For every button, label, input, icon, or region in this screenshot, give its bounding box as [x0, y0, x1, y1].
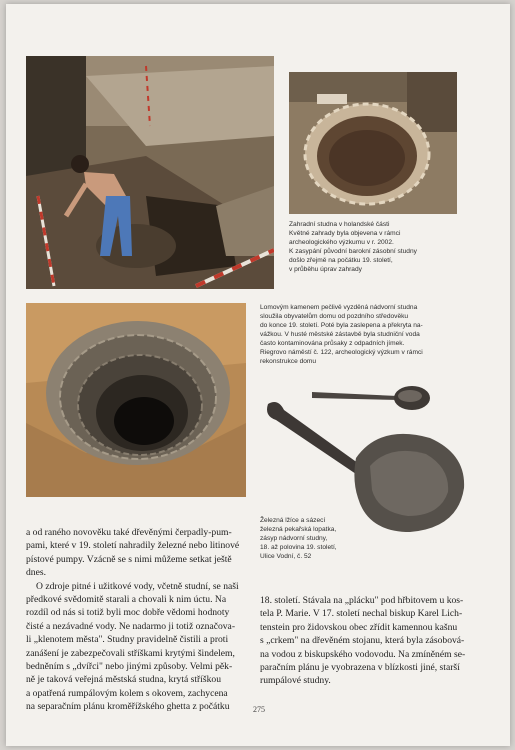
caption-line: archeologického výzkumu v r. 2002. [289, 239, 394, 246]
stone-well-caption [260, 303, 423, 366]
caption-line: vážkou. V husté městské zástavbě byla studniční voda [260, 331, 420, 338]
caption-line: došlo zřejmě na počátku 19. století, [289, 257, 393, 264]
body-text-right-column [260, 594, 492, 688]
garden-well-photo [289, 72, 457, 214]
text-line: rumpálové studny. [260, 675, 331, 687]
text-line: tenstein pro židovskou obec zřídit kamennou kašnu [260, 621, 458, 633]
text-line: a opatřená rumpálovým kolem s okovem, zachycena [26, 687, 228, 699]
caption-line: Ulice Vodní, č. 52 [260, 553, 312, 560]
text-line: rozdíl od nás si totiž byli moc dobře vědomi hodnoty [26, 607, 230, 619]
text-line: li „klenotem města". Studny pravidelně čistili a proti [26, 634, 229, 646]
ladle-caption [260, 516, 337, 561]
garden-well-caption [289, 220, 417, 274]
caption-line: Květné zahrady byla objevena v rámci [289, 230, 401, 237]
text-line: paračním plánu je vyobrazena v blízkosti jiné, starší [260, 662, 460, 674]
text-line: na vodou z biskupského vodovodu. Na zmíněném se- [260, 648, 466, 660]
text-line: dnes. [26, 567, 46, 579]
iron-artifacts [260, 376, 470, 536]
page-number: 275 [253, 705, 265, 714]
caption-line: zásyp nádvorní studny, [260, 535, 328, 542]
caption-line: do konce 19. století. Poté byla zaslepena a překryta na- [260, 322, 423, 329]
caption-line: K zasypání původní barokní zásobní studny [289, 248, 417, 255]
text-line: O zdroje pitné i užitkové vody, včetně studní, se naši [36, 580, 239, 592]
caption-line: Zahradní studna v holandské části [289, 221, 390, 228]
caption-line: sloužila obyvatelům domu od pozdního středověku [260, 313, 409, 320]
text-line: na separačním plánu kroměřížského ghetta z počátku [26, 701, 230, 713]
caption-line: často kontaminována průsaky z odpadních jímek. [260, 340, 405, 347]
text-line: s „crkem" na dřevěném stojanu, která byla zásobová- [260, 635, 465, 647]
text-line: tela P. Marie. V 17. století nechal biskup Karel Lich- [260, 608, 463, 620]
caption-line: Riegrovo náměstí č. 122, archeologický výzkum v rámci [260, 349, 423, 356]
body-text-left-column [26, 526, 258, 714]
caption-line: Železná lžíce a sázecí [260, 517, 326, 524]
caption-line: železná pekařská lopatka, [260, 526, 337, 533]
excavation-photo [26, 56, 274, 289]
text-line: předkové svědomitě starali a chovali k nim úctu. Na [26, 594, 227, 606]
caption-line: Lomovým kamenem pečlivě vyzděná nádvorní studna [260, 304, 418, 311]
caption-line: v průběhu úprav zahrady [289, 266, 362, 273]
text-line: a od raného novověku také dřevěnými čerpadly-pum- [26, 527, 232, 538]
text-line: čisté a nezávadné vody. Ne nadarmo ji totiž označova- [26, 620, 236, 632]
caption-line: rekonstrukce domu [260, 358, 317, 365]
text-line: bedněním s „dvířci" nebo jinými způsoby. Velmi pěk- [26, 661, 233, 673]
text-line: pami, které v 19. století nahradily železné nebo litinové [26, 540, 240, 552]
book-page [6, 4, 510, 746]
text-line: zanášení je zabezpečovali stříškami krytými šindelem, [26, 647, 235, 659]
text-line: 18. století. Stávala na „plácku" pod hřbitovem u kos- [260, 595, 464, 606]
stone-well-photo [26, 303, 246, 497]
text-line: pístové pumpy. Vzácně se s nimi můžeme setkat ještě [26, 553, 232, 565]
text-line: ně je taková veřejná městská studna, krytá stříškou [26, 674, 222, 686]
caption-line: 18. až polovina 19. století, [260, 544, 337, 551]
